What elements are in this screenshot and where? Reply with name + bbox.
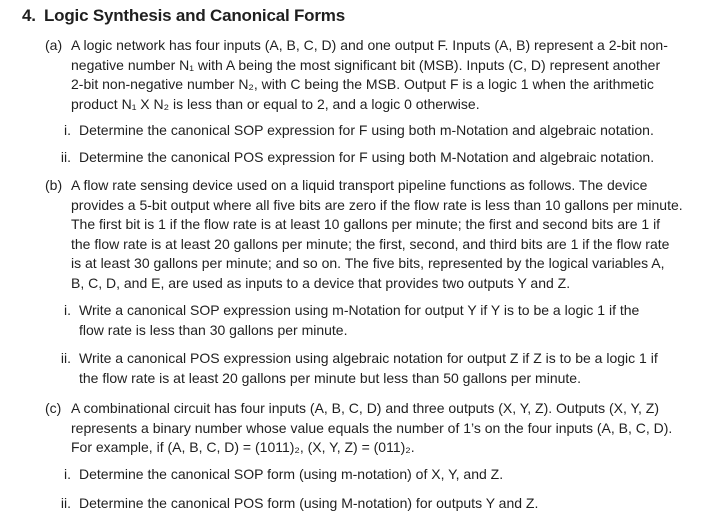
text-line: A combinational circuit has four inputs (A, B, C, D) and three outputs (X, Y, Z). Outputs (X, Y, Z) (71, 400, 660, 416)
subpart-c-i (45, 465, 705, 485)
subpart-a-i (45, 121, 705, 141)
part-b-text (71, 176, 705, 294)
subpart-label: i. (64, 302, 71, 318)
text-line: product N₁ X N₂ is less than or equal to 2, and a logic 0 otherwise. (71, 95, 480, 112)
text-line: flow rate is less than 30 gallons per minute. (79, 321, 348, 338)
part-a-text (71, 36, 705, 114)
part-label: (b) (45, 177, 63, 193)
subpart-label: i. (64, 466, 71, 482)
subpart-c-ii (45, 494, 705, 514)
section-heading (22, 6, 345, 26)
text-line: A flow rate sensing device used on a liquid transport pipeline functions as follows. The device (71, 177, 648, 193)
text-line: Write a canonical SOP expression using m-Notation for output Y if Y is to be a logic 1 if the (79, 302, 640, 318)
part-a (45, 36, 705, 114)
subpart-text: Determine the canonical POS form (using M-notation) for outputs Y and Z. (79, 495, 539, 511)
subpart-text: Determine the canonical SOP expression for F using both m-Notation and algebraic notation. (79, 122, 654, 138)
text-line: represents a binary number whose value equals the number of 1’s on the four inputs (A, B, C, D). (71, 419, 673, 436)
subpart-text: Determine the canonical POS expression for F using both M-Notation and algebraic notation. (79, 149, 655, 165)
subpart-label: ii. (60, 149, 71, 165)
text-line: The first bit is 1 if the flow rate is at least 10 gallons per minute; the first and second bits are 1 if (71, 216, 661, 233)
part-c (45, 399, 705, 458)
text-line: the flow rate is at least 20 gallons per minute; the first, second, and third bits are 1 if the flow rate (71, 235, 670, 252)
text-line: For example, if (A, B, C, D) = (1011)₂, (X, Y, Z) = (011)₂. (71, 439, 415, 456)
subpart-label: i. (64, 122, 71, 138)
text-line: negative number N₁ with A being the most significant bit (MSB). Inputs (C, D) represent another (71, 56, 661, 73)
subpart-label: ii. (60, 495, 71, 511)
text-line: is at least 30 gallons per minute; and so on. The five bits, represented by the logical variables A, (71, 255, 665, 272)
part-label: (c) (45, 400, 62, 416)
text-line: Write a canonical POS expression using algebraic notation for output Z if Z is to be a logic 1 if (79, 350, 658, 366)
part-c-text (71, 399, 705, 458)
subpart-b-i (45, 301, 705, 340)
subpart-b-ii (45, 349, 705, 388)
text-line: provides a 5-bit output where all five bits are zero if the flow rate is less than 10 gallons per minute. (71, 196, 683, 213)
subpart-text (79, 349, 705, 388)
section-title: Logic Synthesis and Canonical Forms (44, 6, 345, 25)
text-line: the flow rate is at least 20 gallons per minute but less than 50 gallons per minute. (79, 369, 581, 386)
text-line: 2-bit non-negative number N₂, with C being the MSB. Output F is a logic 1 when the arithmetic (71, 76, 654, 93)
subpart-label: ii. (60, 350, 71, 366)
subpart-a-ii (45, 148, 705, 168)
part-b (45, 176, 705, 294)
text-line: A logic network has four inputs (A, B, C, D) and one output F. Inputs (A, B) represent a 2-bit non- (71, 37, 668, 53)
part-label: (a) (45, 37, 63, 53)
subpart-text: Determine the canonical SOP form (using m-notation) of X, Y, and Z. (79, 466, 504, 482)
subpart-text (79, 301, 705, 340)
section-number: 4. (22, 6, 36, 25)
text-line: B, C, D, and E, are used as inputs to a device that provides two outputs Y and Z. (71, 274, 571, 291)
